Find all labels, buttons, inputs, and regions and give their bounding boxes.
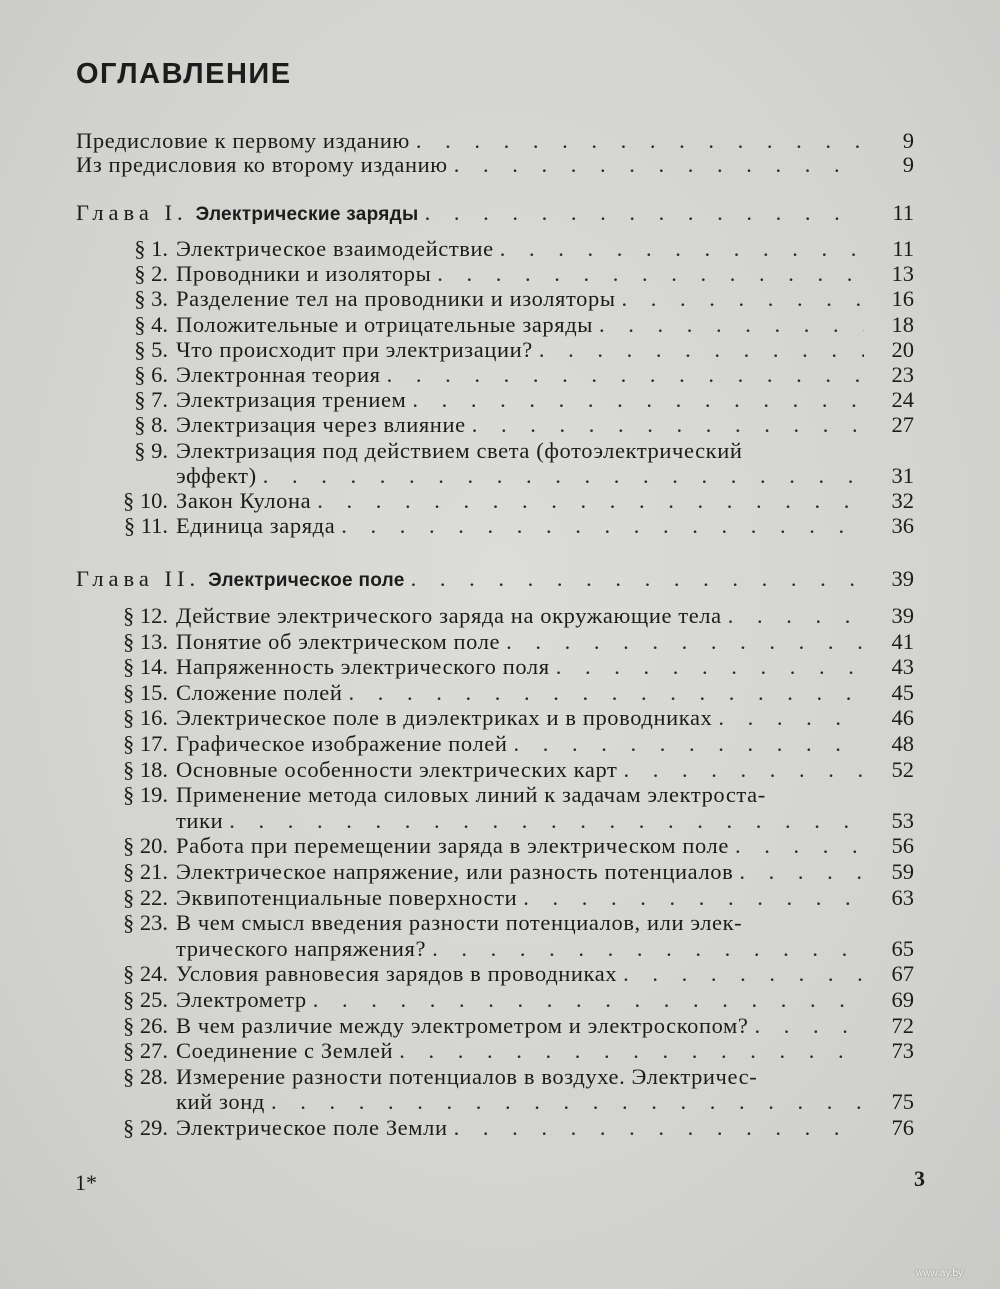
leader-dots [432, 936, 864, 962]
toc-page-number: 11 [892, 236, 914, 261]
section-number: § 27. [123, 1038, 168, 1064]
leader-dots [341, 513, 864, 539]
toc-section-entry [104, 1038, 914, 1064]
section-number: § 14. [123, 654, 168, 680]
section-number: § 13. [123, 628, 168, 654]
toc-section-entry [104, 412, 914, 438]
leader-dots [506, 629, 864, 655]
section-number: § 16. [123, 705, 168, 731]
toc-section-continuation [104, 936, 914, 962]
chapter-label: Глава II. [76, 566, 201, 591]
toc-entry-text: Напряженность электрического поля [176, 654, 550, 680]
toc-page-number: 56 [891, 833, 914, 859]
toc-page-number: 16 [891, 286, 914, 312]
leader-dots [416, 128, 864, 154]
page-number: 3 [914, 1166, 925, 1191]
toc-entry-text: Соединение с Землей [176, 1038, 394, 1064]
toc-entry-text: В чем смысл введения разности потенциалов, или элек- [176, 910, 743, 936]
toc-entry-text: Сложение полей [176, 679, 343, 705]
toc-page-number: 24 [891, 387, 914, 413]
toc-entry-text: Графическое изображение полей [176, 731, 508, 756]
toc-page-number: 23 [891, 362, 914, 387]
leader-dots [472, 412, 864, 438]
section-number: § 17. [123, 731, 168, 756]
toc-page-number: 18 [891, 311, 914, 337]
toc-entry-text: Предисловие к первому изданию [76, 128, 410, 153]
toc-page-number: 76 [891, 1115, 914, 1140]
section-number: § 20. [123, 833, 168, 859]
toc-page-number: 27 [891, 412, 914, 438]
leader-dots [412, 387, 864, 413]
toc-entry-text: Измерение разности потенциалов в воздухе. Электричес- [176, 1063, 758, 1089]
toc-entry-text-cont: кий зонд [176, 1089, 265, 1115]
section-number: § 7. [134, 387, 168, 413]
toc-section-entry [104, 833, 914, 859]
toc-entry-text: Основные особенности электрических карт [176, 756, 618, 782]
toc-section-entry [104, 488, 914, 514]
toc-section-entry [104, 312, 914, 338]
toc-page-number: 39 [891, 603, 914, 628]
toc-page-number: 72 [891, 1012, 914, 1038]
chapter-title: Электрическое поле [208, 570, 405, 591]
toc-entry-text: Что происходит при электризации? [176, 336, 533, 362]
section-number: § 1. [134, 236, 168, 261]
section-number: § 11. [123, 513, 168, 539]
toc-section-entry [104, 261, 914, 287]
toc-entry-text-cont: трического напряжения? [176, 935, 427, 961]
toc-chapter-1 [76, 200, 914, 226]
toc-section-entry [104, 362, 914, 388]
leader-dots [399, 1038, 864, 1064]
toc-entry-text: Закон Кулона [176, 488, 312, 513]
leader-dots [229, 808, 864, 834]
toc-entry-text: В чем различие между электрометром и электроскопом? [176, 1012, 749, 1038]
toc-section-continuation [104, 1089, 914, 1115]
toc-entry-text: Понятие об электрическом поле [176, 628, 501, 654]
toc-entry-preface-2 [76, 152, 914, 178]
toc-section-entry [104, 603, 914, 629]
toc-section-entry [104, 387, 914, 413]
toc-section-entry [104, 680, 914, 706]
toc-page-number: 31 [891, 462, 914, 488]
toc-entry-text: Из предисловия ко второму изданию [76, 152, 448, 177]
toc-entry-preface-1 [76, 128, 914, 154]
toc-entry-text: Положительные и отрицательные заряды [176, 311, 593, 337]
toc-section-entry [104, 961, 914, 987]
toc-entry-text: Разделение тел на проводники и изоляторы [176, 286, 616, 312]
section-number: § 2. [134, 261, 168, 287]
toc-entry-text: Электризация под действием света (фотоэлектрический [176, 437, 743, 463]
toc-entry-text: Электрическое поле Земли [176, 1115, 448, 1140]
toc-section-continuation [104, 808, 914, 834]
toc-page-number: 11 [892, 200, 914, 225]
toc-entry-text: Электронная теория [176, 362, 381, 387]
toc-page-number: 65 [891, 935, 914, 961]
section-number: § 29. [123, 1115, 168, 1140]
toc-page-number: 59 [891, 859, 914, 884]
toc-page-number: 73 [891, 1038, 914, 1064]
toc-section-entry [104, 1013, 914, 1039]
toc-section-entry [104, 757, 914, 783]
toc-page-number: 69 [891, 987, 914, 1012]
toc-page-number: 13 [891, 261, 914, 287]
leader-dots [623, 961, 864, 987]
leader-dots [735, 833, 864, 859]
section-number: § 12. [123, 603, 168, 628]
toc-section-entry [104, 910, 914, 936]
section-number: § 6. [134, 362, 168, 387]
toc-entry-text: Применение метода силовых линий к задачам электроста- [176, 782, 766, 808]
leader-dots [437, 261, 864, 287]
leader-dots [454, 1115, 864, 1141]
toc-section-entry [104, 782, 914, 808]
toc-entry-text: Электрическое взаимодействие [176, 236, 494, 261]
toc-section-entry [104, 859, 914, 885]
leader-dots [313, 987, 864, 1013]
leader-dots [739, 859, 864, 885]
toc-page-number: 67 [891, 961, 914, 987]
toc-entry-text-cont: эффект) [176, 462, 257, 488]
watermark: www.ay.by [916, 1268, 964, 1279]
toc-section-entry [104, 236, 914, 262]
toc-page-number: 52 [891, 756, 914, 782]
toc-chapter-2 [76, 566, 914, 592]
toc-section-entry [104, 885, 914, 911]
toc-page-number: 41 [891, 628, 914, 654]
toc-page-number: 39 [891, 566, 914, 591]
page-title: ОГЛАВЛЕНИЕ [76, 58, 292, 90]
toc-page-number: 53 [891, 807, 914, 833]
section-number: § 19. [123, 782, 168, 808]
section-number: § 22. [123, 884, 168, 910]
section-number: § 4. [134, 311, 168, 337]
toc-page-number: 46 [891, 705, 914, 731]
toc-entry-text: Электризация через влияние [176, 412, 466, 438]
leader-dots [728, 603, 864, 629]
toc-section-entry [104, 654, 914, 680]
toc-section-entry [104, 1064, 914, 1090]
leader-dots [754, 1013, 864, 1039]
toc-section-entry [104, 629, 914, 655]
chapter-label: Глава I. [76, 200, 188, 225]
toc-entry-text-cont: тики [176, 807, 224, 833]
toc-entry-text: Условия равновесия зарядов в проводниках [176, 961, 618, 987]
section-number: § 15. [123, 679, 168, 705]
toc-section-entry [104, 1115, 914, 1141]
section-number: § 10. [123, 488, 168, 513]
toc-entry-text: Эквипотенциальные поверхности [176, 884, 518, 910]
leader-dots [500, 236, 864, 262]
chapter-title: Электрические заряды [195, 204, 419, 225]
leader-dots [556, 654, 864, 680]
toc-entry-text: Электрическое напряжение, или разность потенциалов [176, 859, 734, 884]
toc-entry-text: Действие электрического заряда на окружающие тела [176, 603, 722, 628]
section-number: § 3. [134, 286, 168, 312]
toc-entry-text: Электрическое поле в диэлектриках и в проводниках [176, 705, 713, 731]
section-number: § 25. [123, 987, 168, 1012]
section-number: § 9. [134, 437, 168, 463]
leader-dots [514, 731, 864, 757]
toc-entry-text: Проводники и изоляторы [176, 261, 432, 287]
toc-page-number: 75 [891, 1089, 914, 1115]
toc-page-number: 48 [891, 731, 914, 756]
toc-section-entry [104, 286, 914, 312]
leader-dots [539, 337, 864, 363]
toc-page-number: 32 [891, 488, 914, 513]
section-number: § 5. [134, 336, 168, 362]
leader-dots [718, 705, 864, 731]
toc-page-number: 20 [891, 336, 914, 362]
leader-dots [623, 757, 864, 783]
toc-page-number: 36 [891, 513, 914, 539]
toc-page-number: 9 [902, 128, 914, 153]
toc-section-entry [104, 513, 914, 539]
leader-dots [425, 200, 864, 226]
leader-dots [523, 885, 864, 911]
leader-dots [349, 680, 864, 706]
toc-page-number: 63 [891, 884, 914, 910]
toc-section-entry [104, 705, 914, 731]
section-number: § 28. [123, 1063, 168, 1089]
toc-section-continuation [104, 463, 914, 489]
toc-page-number: 43 [891, 654, 914, 680]
toc-page-number: 45 [891, 679, 914, 705]
leader-dots [454, 152, 864, 178]
section-number: § 24. [123, 961, 168, 987]
toc-entry-text: Работа при перемещении заряда в электрическом поле [176, 833, 729, 859]
section-number: § 8. [134, 412, 168, 438]
toc-entry-text: Единица заряда [176, 513, 336, 539]
toc-section-entry [104, 337, 914, 363]
section-number: § 18. [123, 756, 168, 782]
toc-entry-text: Электризация трением [176, 387, 407, 413]
toc-page-number: 9 [902, 152, 914, 177]
section-number: § 23. [123, 910, 168, 936]
toc-section-entry [104, 731, 914, 757]
leader-dots [622, 286, 864, 312]
leader-dots [387, 362, 864, 388]
leader-dots [263, 463, 864, 489]
leader-dots [599, 312, 864, 338]
toc-entry-text: Электрометр [176, 987, 307, 1012]
section-number: § 21. [123, 859, 168, 884]
section-number: § 26. [123, 1012, 168, 1038]
leader-dots [271, 1089, 864, 1115]
toc-section-entry [104, 987, 914, 1013]
toc-section-entry [104, 438, 914, 464]
leader-dots [317, 488, 864, 514]
signature-mark: 1* [75, 1170, 97, 1195]
leader-dots [411, 566, 864, 592]
